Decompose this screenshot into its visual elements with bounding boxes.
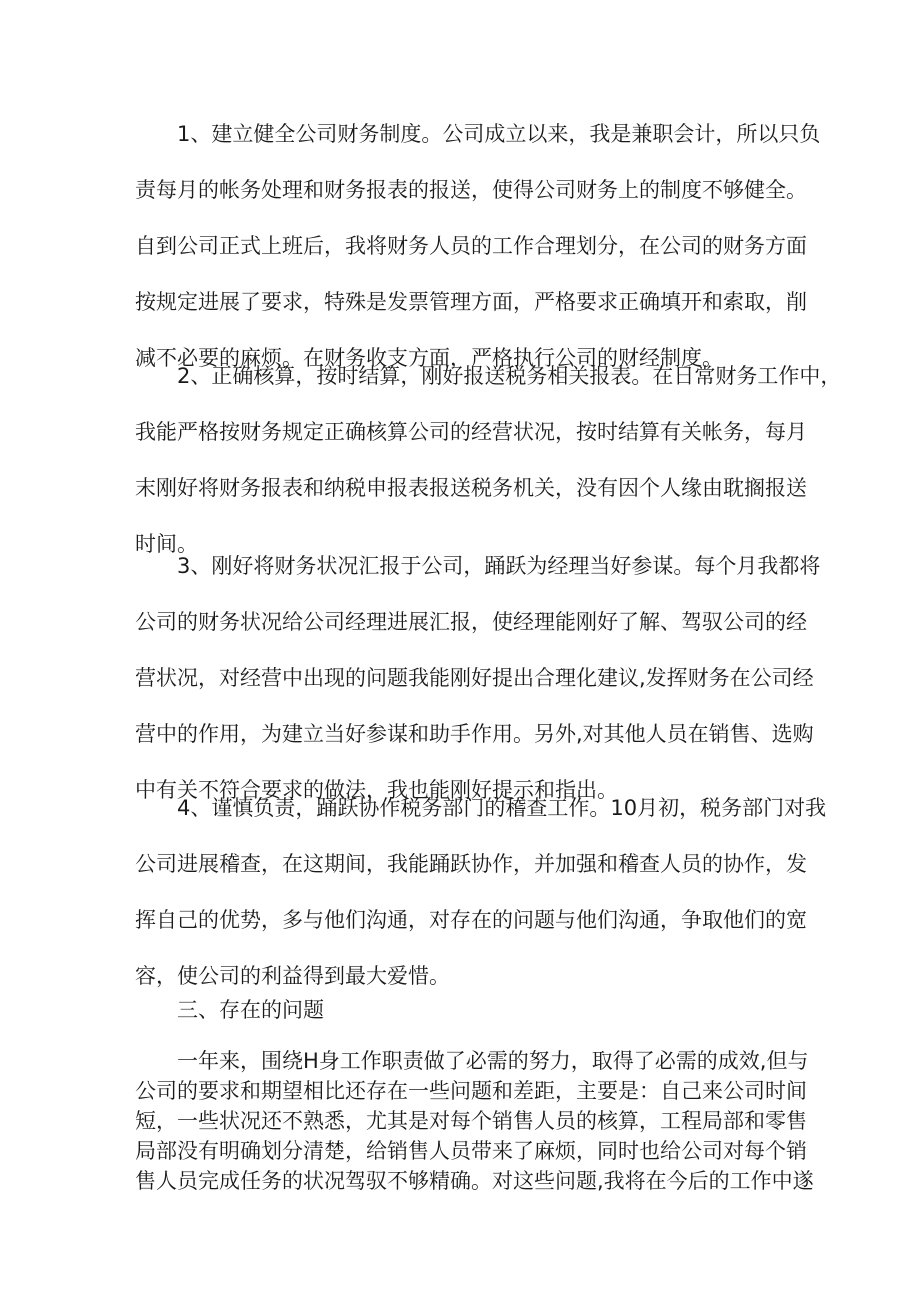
paragraph-line: 中有关不符合要求的做法，我也能刚好提示和指出。 (135, 778, 618, 802)
paragraph-line: 售人员完成任务的状况驾驭不够精确。对这些问题,我将在今后的工作中遂 (135, 1169, 814, 1193)
paragraph-line: 营状况，对经营中出现的问题我能刚好提出合理化建议,发挥财务在公司经 (135, 666, 814, 690)
paragraph-line: 3、刚好将财务状况汇报于公司，踊跃为经理当好参谋。每个月我都将 (177, 554, 821, 578)
paragraph-line: 公司的要求和期望相比还存在一些问题和差距，主要是：自己来公司时间 (135, 1079, 807, 1103)
paragraph-line: 责每月的帐务处理和财务报表的报送，使得公司财务上的制度不够健全。 (135, 178, 807, 202)
paragraph-line: 减不必要的麻烦。在财务收支方面，严格执行公司的财经制度。 (135, 346, 723, 370)
paragraph-line: 营中的作用，为建立当好参谋和助手作用。另外,对其他人员在销售、选购 (135, 722, 814, 746)
paragraph-line: 容，使公司的利益得到最大爱惜。 (135, 964, 450, 988)
paragraph-line: 1、建立健全公司财务制度。公司成立以来，我是兼职会计，所以只负 (177, 122, 821, 146)
paragraph-line: 公司进展稽查，在这期间，我能踊跃协作，并加强和稽查人员的协作，发 (135, 852, 807, 876)
paragraph-line: 自到公司正式上班后，我将财务人员的工作合理划分，在公司的财务方面 (135, 234, 807, 258)
paragraph-line: 我能严格按财务规定正确核算公司的经营状况，按时结算有关帐务，每月 (135, 420, 807, 444)
paragraph-line: 短，一些状况还不熟悉，尤其是对每个销售人员的核算，工程局部和零售 (135, 1109, 807, 1133)
paragraph-line: 4、谨慎负责，踊跃协作税务部门的稽查工作。10月初，税务部门对我 (177, 796, 827, 820)
paragraph-line: 公司的财务状况给公司经理进展汇报，使经理能刚好了解、驾驭公司的经 (135, 610, 807, 634)
paragraph-4 (135, 780, 827, 1004)
paragraph-line: 一年来，围绕H身工作职责做了必需的努力，取得了必需的成效,但与 (177, 1049, 809, 1073)
paragraph-line: 按规定进展了要求，特殊是发票管理方面，严格要求正确填开和索取，削 (135, 290, 807, 314)
paragraph-1 (135, 106, 821, 386)
section-heading: 三、存在的问题 (177, 998, 324, 1022)
paragraph-line: 2、正确核算，按时结算，刚好报送税务相关报表。在日常财务工作中， (177, 364, 842, 388)
paragraph-final (135, 1046, 814, 1196)
paragraph-line: 末刚好将财务报表和纳税申报表报送税务机关，没有因个人缘由耽搁报送 (135, 476, 807, 500)
paragraph-line: 时间。 (135, 532, 198, 556)
paragraph-3 (135, 538, 821, 818)
paragraph-line: 局部没有明确划分清楚，给销售人员带来了麻烦，同时也给公司对每个销 (135, 1139, 807, 1163)
paragraph-line: 挥自己的优势，多与他们沟通，对存在的问题与他们沟通，争取他们的宽 (135, 908, 807, 932)
